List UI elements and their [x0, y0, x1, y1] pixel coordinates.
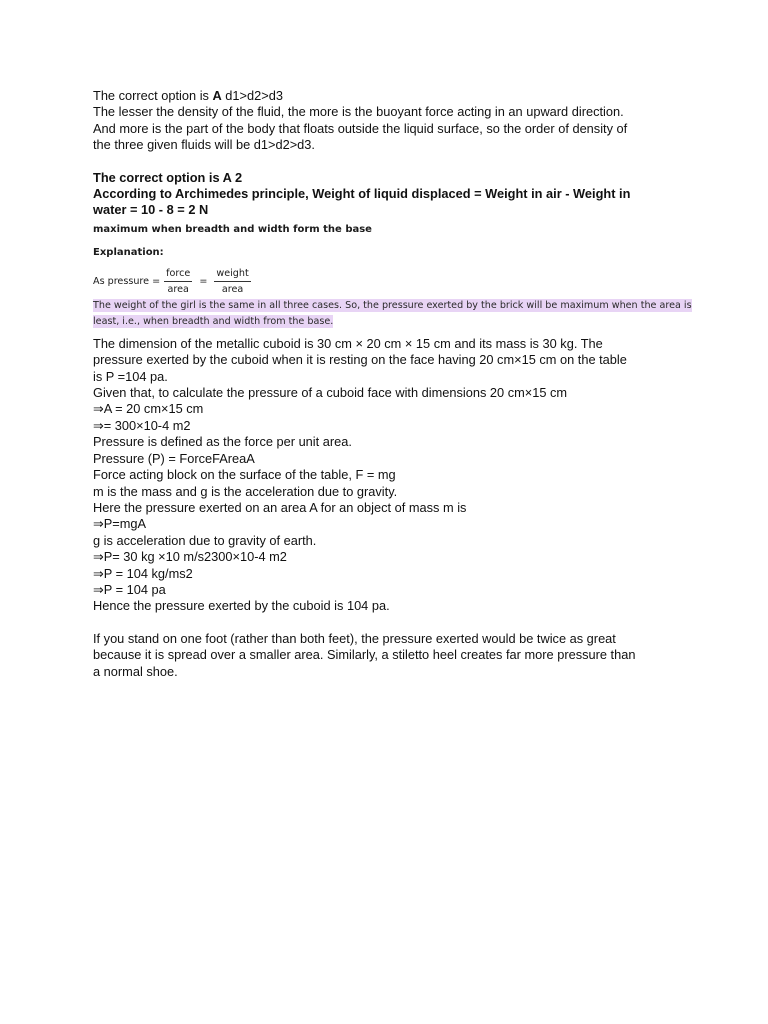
- cuboid-line: Here the pressure exerted on an area A for an object of mass m is: [93, 499, 467, 515]
- density-explanation-line-1: The lesser the density of the fluid, the more is the buoyant force acting in an upward direction.: [93, 104, 624, 120]
- fraction-denominator: area: [167, 283, 189, 295]
- answer-block-density: [93, 88, 683, 154]
- cuboid-line: is P =104 pa.: [93, 368, 168, 384]
- fraction-weight-area: [214, 268, 250, 296]
- cuboid-line: m is the mass and g is the acceleration due to gravity.: [93, 483, 398, 499]
- embedded-snippet: [93, 223, 692, 330]
- answer-prefix: The correct option is: [93, 88, 213, 103]
- fraction-numerator: force: [164, 268, 192, 282]
- cuboid-line: Hence the pressure exerted by the cuboid is 104 pa.: [93, 598, 390, 614]
- one-foot-line: a normal shoe.: [93, 663, 178, 679]
- archimedes-principle-line-2: water = 10 - 8 = 2 N: [93, 202, 209, 218]
- snippet-title: maximum when breadth and width form the base: [93, 223, 372, 235]
- cuboid-line: ⇒= 300×10-4 m2: [93, 417, 191, 433]
- one-foot-line: If you stand on one foot (rather than both feet), the pressure exerted would be twice as great: [93, 630, 616, 646]
- cuboid-line: ⇒P = 104 pa: [93, 581, 166, 597]
- highlighted-line-1: The weight of the girl is the same in all three cases. So, the pressure exerted by the brick will be maximum when the area is: [93, 299, 692, 311]
- snippet-explanation-label: Explanation:: [93, 246, 164, 258]
- formula-prefix: As pressure =: [93, 276, 161, 288]
- density-explanation-line-3: the three given fluids will be d1>d2>d3.: [93, 137, 315, 153]
- answer-option: A: [212, 88, 222, 103]
- cuboid-line: The dimension of the metallic cuboid is 30 cm × 20 cm × 15 cm and its mass is 30 kg. The: [93, 335, 603, 351]
- pressure-formula: [93, 268, 683, 296]
- cuboid-line: Pressure is defined as the force per unit area.: [93, 434, 352, 450]
- cuboid-line: ⇒P=mgA: [93, 516, 147, 532]
- cuboid-pressure-block: [93, 336, 683, 615]
- cuboid-line: ⇒P = 104 kg/ms2: [93, 565, 193, 581]
- formula-equals: =: [199, 276, 208, 288]
- density-explanation-line-2: And more is the part of the body that floats outside the liquid surface, so the order of density of: [93, 120, 628, 136]
- cuboid-line: Pressure (P) = ForceFAreaA: [93, 450, 255, 466]
- cuboid-line: g is acceleration due to gravity of earth.: [93, 532, 317, 548]
- cuboid-line: Force acting block on the surface of the table, F = mg: [93, 467, 396, 483]
- fraction-force-area: [164, 268, 192, 296]
- cuboid-line: ⇒P= 30 kg ×10 m/s2300×10-4 m2: [93, 549, 287, 565]
- highlighted-line-2: least, i.e., when breadth and width from the base.: [93, 315, 334, 327]
- fraction-denominator: area: [221, 283, 244, 295]
- fraction-numerator: weight: [214, 268, 250, 282]
- cuboid-line: pressure exerted by the cuboid when it is resting on the face having 20 cm×15 cm on the table: [93, 352, 627, 368]
- cuboid-line: Given that, to calculate the pressure of a cuboid face with dimensions 20 cm×15 cm: [93, 385, 568, 401]
- answer-suffix: d1>d2>d3: [221, 88, 283, 103]
- one-foot-line: because it is spread over a smaller area. Similarly, a stiletto heel creates far more pressure than: [93, 647, 636, 663]
- one-foot-pressure-block: [93, 631, 683, 680]
- archimedes-principle-line-1: According to Archimedes principle, Weight of liquid displaced = Weight in air - Weight in: [93, 186, 631, 202]
- answer-block-archimedes: [93, 170, 683, 219]
- archimedes-answer-line: The correct option is A 2: [93, 169, 243, 185]
- answer-line-1: [93, 88, 683, 104]
- document-content: [93, 88, 692, 680]
- cuboid-line: ⇒A = 20 cm×15 cm: [93, 401, 204, 417]
- highlighted-explanation: [93, 298, 692, 330]
